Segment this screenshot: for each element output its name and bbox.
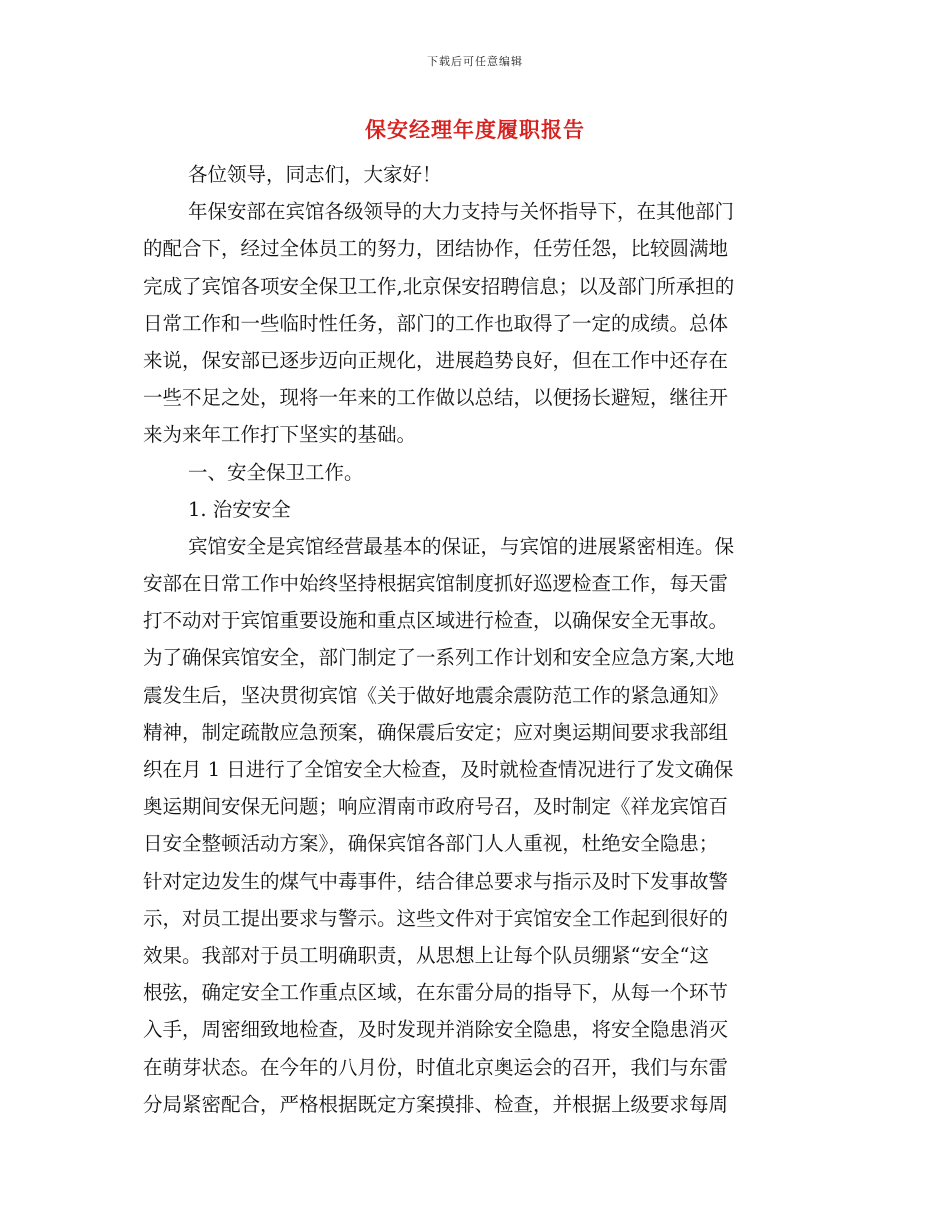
text-line: 年保安部在宾馆各级领导的大力支持与关怀指导下，在其他部门 [188, 200, 735, 224]
subsection-heading: 1. 治安安全 [188, 497, 291, 521]
text-line: 打不动对于宾馆重要设施和重点区域进行检查，以确保安全无事故。 [143, 609, 729, 633]
text-line: 来说，保安部已逐步迈向正规化，进展趋势良好，但在工作中还存在 [143, 348, 729, 372]
page-header-note: 下载后可任意编辑 [427, 55, 523, 68]
text-line: 效果。我部对于员工明确职责，从思想上让每个队员绷紧“安全“这 [143, 943, 709, 967]
text-line: 一些不足之处，现将一年来的工作做以总结，以便扬长避短，继往开 [143, 386, 729, 410]
section-heading: 一、安全保卫工作。 [188, 460, 364, 484]
text-line: 精神，制定疏散应急预案，确保震后安定；应对奥运期间要求我部组 [143, 720, 729, 744]
document-title: 保安经理年度履职报告 [365, 117, 585, 142]
text-line: 来为来年工作打下坚实的基础。 [143, 423, 417, 447]
text-line: 安部在日常工作中始终坚持根据宾馆制度抓好巡逻检查工作，每天雷 [143, 572, 729, 596]
text-line: 宾馆安全是宾馆经营最基本的保证，与宾馆的进展紧密相连。保 [188, 534, 735, 558]
text-line: 震发生后，坚决贯彻宾馆《关于做好地震余震防范工作的紧急通知》 [143, 683, 729, 707]
text-line: 日常工作和一些临时性任务，部门的工作也取得了一定的成绩。总体 [143, 311, 729, 335]
text-line: 示，对员工提出要求与警示。这些文件对于宾馆安全工作起到很好的 [143, 906, 729, 930]
text-line: 完成了宾馆各项安全保卫工作,北京保安招聘信息；以及部门所承担的 [143, 274, 735, 298]
text-line: 入手，周密细致地检查，及时发现并消除安全隐患，将安全隐患消灭 [143, 1018, 729, 1042]
text-line: 的配合下，经过全体员工的努力，团结协作，任劳任怨，比较圆满地 [143, 237, 729, 261]
text-line: 日安全整顿活动方案》，确保宾馆各部门人人重视，杜绝安全隐患； [143, 832, 719, 856]
text-line: 织在月 1 日进行了全馆安全大检查，及时就检查情况进行了发文确保 [143, 758, 734, 781]
text-line: 根弦，确定安全工作重点区域，在东雷分局的指导下，从每一个环节 [143, 981, 729, 1005]
text-line: 分局紧密配合，严格根据既定方案摸排、检查，并根据上级要求每周 [143, 1092, 729, 1116]
text-line: 奥运期间安保无问题；响应渭南市政府号召，及时制定《祥龙宾馆百 [143, 795, 729, 819]
text-line: 各位领导，同志们，大家好！ [188, 163, 442, 186]
document-body [143, 156, 808, 1123]
text-line: 在萌芽状态。在今年的八月份，时值北京奥运会的召开，我们与东雷 [143, 1055, 729, 1079]
text-line: 针对定边发生的煤气中毒事件，结合律总要求与指示及时下发事故警 [143, 869, 729, 893]
text-line: 为了确保宾馆安全，部门制定了一系列工作计划和安全应急方案,大地 [143, 646, 735, 670]
